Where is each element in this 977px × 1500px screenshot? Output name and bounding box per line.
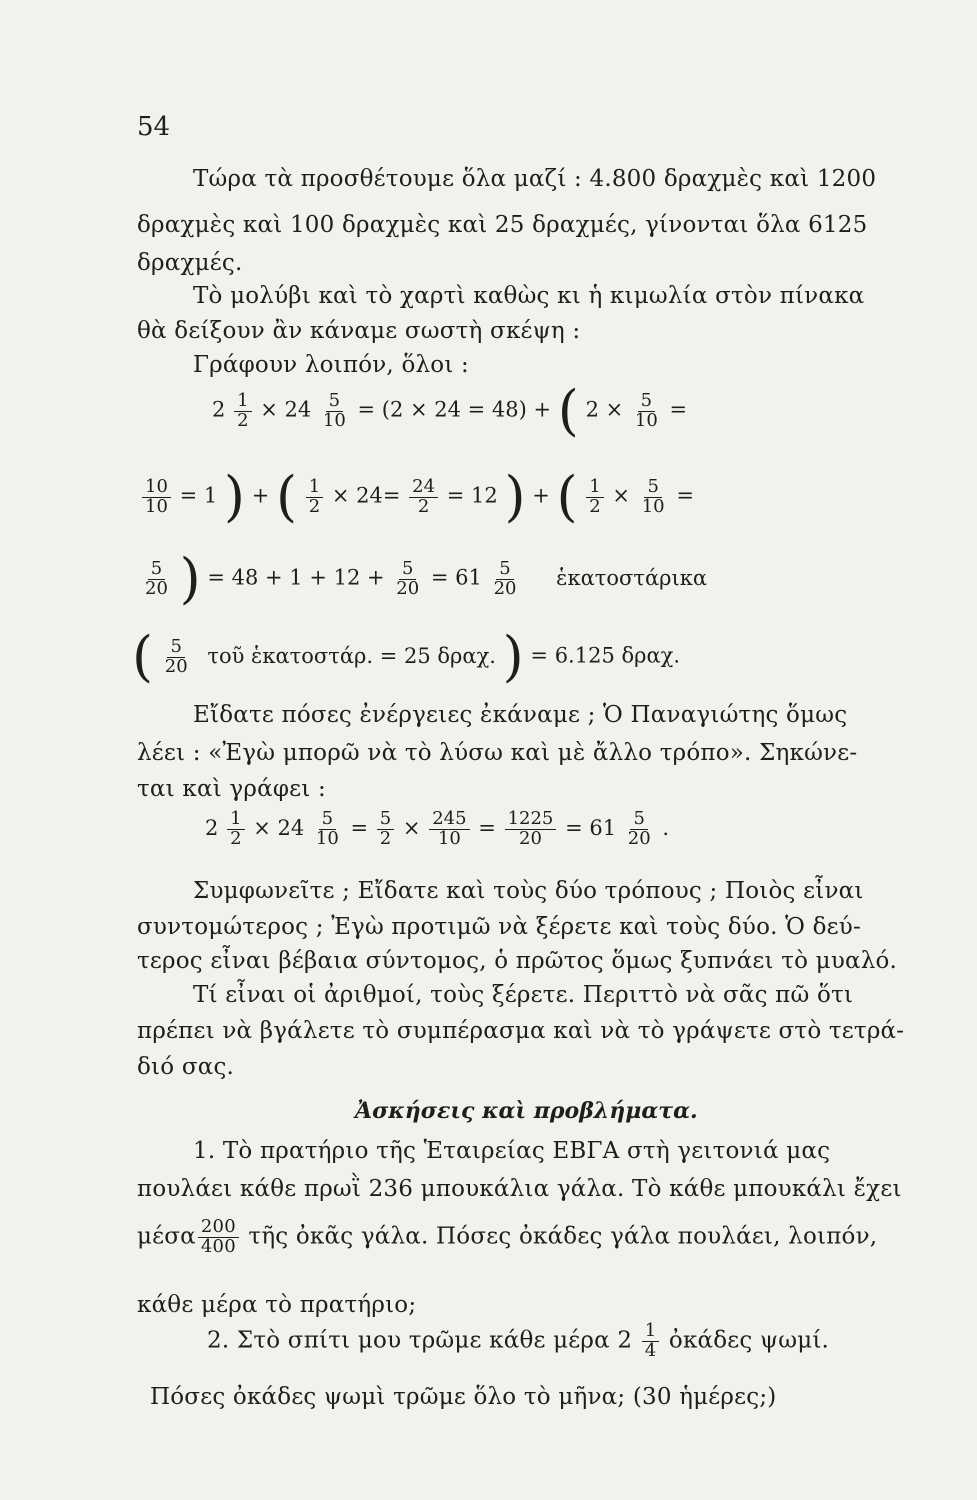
paren: ) xyxy=(504,465,526,528)
math-term: = xyxy=(350,815,369,840)
section-heading: Ἀσκήσεις καὶ προβλήματα. xyxy=(355,1098,698,1124)
math-term: + xyxy=(532,483,550,508)
math-term: 2 × xyxy=(585,397,624,422)
math-term: = 48 + 1 + 12 + xyxy=(207,565,385,590)
math-term: = xyxy=(669,397,688,422)
equation-5 xyxy=(205,810,669,849)
exercise-2-line: Πόσες ὀκάδες ψωμὶ τρῶμε ὅλο τὸ μῆνα; (30 ἡμέρες;) xyxy=(150,1384,777,1410)
fraction: $\frac{1}{2}$ xyxy=(586,478,603,517)
math-term: 2 xyxy=(212,397,226,422)
page-number: 54 xyxy=(137,112,171,142)
text-line: Τώρα τὰ προσθέτουμε ὅλα μαζί : 4.800 δραχμὲς καὶ 1200 xyxy=(193,166,877,192)
math-term: × 24 xyxy=(260,397,312,422)
fraction: $\frac{5}{20}$ xyxy=(396,557,420,599)
fraction: $\frac{5}{10}$ xyxy=(322,389,346,431)
paren: ( xyxy=(556,465,578,528)
fraction: $\frac{245}{10}$ xyxy=(429,810,469,849)
fraction: $\frac{5}{10}$ xyxy=(634,389,658,431)
exercise-2-line xyxy=(207,1322,829,1361)
math-term: . xyxy=(662,815,670,840)
math-term: × 24 xyxy=(253,815,305,840)
fraction: $\frac{200}{400}$ xyxy=(198,1218,239,1257)
text-line: θὰ δείξουν ἂν κάναμε σωστὴ σκέψη : xyxy=(137,318,581,344)
fraction: $\frac{5}{10}$ xyxy=(641,475,665,517)
fraction: $\frac{5}{20}$ xyxy=(493,557,517,599)
fraction: $\frac{10}{10}$ xyxy=(142,478,171,517)
math-term: = 6.125 δραχ. xyxy=(530,643,681,668)
exercise-1-line: κάθε μέρα τὸ πρατήριο; xyxy=(137,1292,417,1318)
math-term: 2. Στὸ σπίτι μου τρῶμε κάθε μέρα 2 xyxy=(207,1327,633,1354)
paren: ( xyxy=(275,465,298,528)
text-line: Τί εἶναι οἱ ἀριθμοί, τοὺς ξέρετε. Περιττὸ νὰ σᾶς πῶ ὅτι xyxy=(193,982,854,1008)
text-line: συντομώτερος ; Ἐγὼ προτιμῶ νὰ ξέρετε καὶ τοὺς δύο. Ὁ δεύ- xyxy=(137,914,861,940)
fraction: $\frac{1}{2}$ xyxy=(234,392,251,431)
math-term: 2 xyxy=(205,815,219,840)
exercise-1-line xyxy=(137,1218,877,1257)
fraction: $\frac{1225}{20}$ xyxy=(505,810,557,849)
text-line: διό σας. xyxy=(137,1054,235,1080)
fraction: $\frac{5}{2}$ xyxy=(377,810,394,849)
math-term: τῆς ὀκᾶς γάλα. Πόσες ὀκάδες γάλα πουλάει, λοιπόν, xyxy=(248,1223,878,1250)
math-term: τοῦ ἑκατοστάρ. = 25 δραχ. xyxy=(207,643,496,668)
text-line: δραχμὲς καὶ 100 δραχμὲς καὶ 25 δραχμές, γίνονται ὅλα 6125 xyxy=(137,212,868,238)
text-line: τερος εἶναι βέβαια σύντομος, ὁ πρῶτος ὅμως ξυπνάει τὸ μυαλό. xyxy=(137,948,898,974)
math-term: × xyxy=(402,815,421,840)
paren: ( xyxy=(132,625,154,688)
fraction: $\frac{1}{2}$ xyxy=(227,810,244,849)
text-line: Γράφουν λοιπόν, ὅλοι : xyxy=(193,352,469,378)
math-term: ἑκατοστάρικα xyxy=(556,565,708,590)
paren: ) xyxy=(223,465,245,528)
math-term: μέσα xyxy=(137,1223,196,1250)
exercise-1-line: πουλάει κάθε πρωῒ 236 μπουκάλια γάλα. Τὸ κάθε μπουκάλι ἔχει xyxy=(137,1176,902,1202)
text-line: Εἴδατε πόσες ἐνέργειες ἐκάναμε ; Ὁ Παναγιώτης ὅμως xyxy=(193,702,848,728)
text-line: δραχμές. xyxy=(137,250,243,276)
equation-4 xyxy=(132,625,681,688)
equation-3 xyxy=(140,547,708,610)
fraction: $\frac{5}{20}$ xyxy=(164,635,188,677)
text-line: Συμφωνεῖτε ; Εἴδατε καὶ τοὺς δύο τρόπους ; Ποιὸς εἶναι xyxy=(193,878,864,904)
math-term: = xyxy=(478,815,496,840)
text-line: Τὸ μολύβι καὶ τὸ χαρτὶ καθὼς κι ἡ κιμωλία στὸν πίνακα xyxy=(193,283,865,309)
equation-2 xyxy=(140,465,694,528)
math-term: = xyxy=(676,483,694,508)
text-line: λέει : «Ἐγὼ μπορῶ νὰ τὸ λύσω καὶ μὲ ἄλλο τρόπο». Σηκώνε- xyxy=(137,740,858,766)
math-term: = 61 xyxy=(565,815,617,840)
math-term: × 24= xyxy=(331,483,401,508)
math-term: = 12 xyxy=(446,483,498,508)
fraction: $\frac{5}{20}$ xyxy=(145,557,168,599)
math-term: × xyxy=(612,483,631,508)
text-line: ται καὶ γράφει : xyxy=(137,776,326,802)
text-line: πρέπει νὰ βγάλετε τὸ συμπέρασμα καὶ νὰ τὸ γράψετε στὸ τετρά- xyxy=(137,1018,905,1044)
math-term: + xyxy=(251,483,270,508)
paren: ) xyxy=(502,625,524,688)
math-term: = 61 xyxy=(430,565,482,590)
fraction: $\frac{24}{2}$ xyxy=(409,478,438,517)
math-term: = (2 × 24 = 48) + xyxy=(357,397,552,422)
equation-1 xyxy=(212,379,688,442)
paren: ) xyxy=(179,547,201,610)
exercise-1-line: 1. Τὸ πρατήριο τῆς Ἑταιρείας ΕΒΓΑ στὴ γειτονιά μας xyxy=(193,1138,831,1164)
math-term: = 1 xyxy=(179,483,218,508)
math-term: ὀκάδες ψωμί. xyxy=(668,1327,830,1354)
fraction: $\frac{1}{2}$ xyxy=(306,478,323,517)
paren: ( xyxy=(557,379,579,442)
fraction: $\frac{1}{4}$ xyxy=(642,1322,660,1361)
fraction: $\frac{5}{10}$ xyxy=(315,808,339,849)
fraction: $\frac{5}{20}$ xyxy=(627,808,651,849)
